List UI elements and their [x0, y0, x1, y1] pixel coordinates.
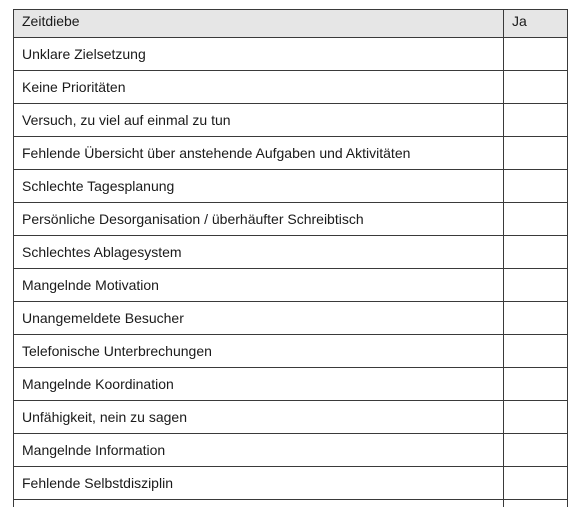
row-label: Mangelnde Information	[14, 434, 504, 467]
ja-checkbox-cell[interactable]	[504, 104, 568, 137]
ja-checkbox-cell[interactable]	[504, 500, 568, 507]
table-row	[14, 170, 568, 203]
row-label: Schlechte Tagesplanung	[14, 170, 504, 203]
table-row	[14, 38, 568, 71]
table-header-row	[14, 10, 568, 38]
table-row	[14, 434, 568, 467]
ja-checkbox-cell[interactable]	[504, 467, 568, 500]
table-row	[14, 368, 568, 401]
table-row	[14, 302, 568, 335]
row-label: Unklare Zielsetzung	[14, 38, 504, 71]
ja-checkbox-cell[interactable]	[504, 137, 568, 170]
table-row	[14, 203, 568, 236]
table-row	[14, 401, 568, 434]
ja-checkbox-cell[interactable]	[504, 401, 568, 434]
table-row	[14, 137, 568, 170]
table-row	[14, 269, 568, 302]
ja-checkbox-cell[interactable]	[504, 170, 568, 203]
row-label: Unfähigkeit, nein zu sagen	[14, 401, 504, 434]
table-row	[14, 236, 568, 269]
zeitdiebe-checklist-table	[13, 9, 568, 507]
ja-checkbox-cell[interactable]	[504, 302, 568, 335]
row-label: Fehlende Übersicht über anstehende Aufgaben und Aktivitäten	[14, 137, 504, 170]
ja-checkbox-cell[interactable]	[504, 434, 568, 467]
row-label: Mangelnde Koordination	[14, 368, 504, 401]
column-header-zeitdiebe: Zeitdiebe	[14, 10, 504, 38]
row-label: Keine Prioritäten	[14, 71, 504, 104]
ja-checkbox-cell[interactable]	[504, 203, 568, 236]
row-label: Fehlende Selbstdisziplin	[14, 467, 504, 500]
ja-checkbox-cell[interactable]	[504, 38, 568, 71]
row-label: Versuch, zu viel auf einmal zu tun	[14, 104, 504, 137]
ja-checkbox-cell[interactable]	[504, 71, 568, 104]
row-label: Persönliche Desorganisation / überhäufter Schreibtisch	[14, 203, 504, 236]
table-row	[14, 467, 568, 500]
row-label: Unangemeldete Besucher	[14, 302, 504, 335]
column-header-ja: Ja	[504, 10, 568, 38]
table-row	[14, 71, 568, 104]
table-row	[14, 500, 568, 507]
row-label: Mangelnde Motivation	[14, 269, 504, 302]
row-label: Schlechtes Ablagesystem	[14, 236, 504, 269]
ja-checkbox-cell[interactable]	[504, 368, 568, 401]
ja-checkbox-cell[interactable]	[504, 335, 568, 368]
ja-checkbox-cell[interactable]	[504, 236, 568, 269]
row-label	[14, 500, 504, 507]
table-row	[14, 335, 568, 368]
table-row	[14, 104, 568, 137]
ja-checkbox-cell[interactable]	[504, 269, 568, 302]
row-label: Telefonische Unterbrechungen	[14, 335, 504, 368]
